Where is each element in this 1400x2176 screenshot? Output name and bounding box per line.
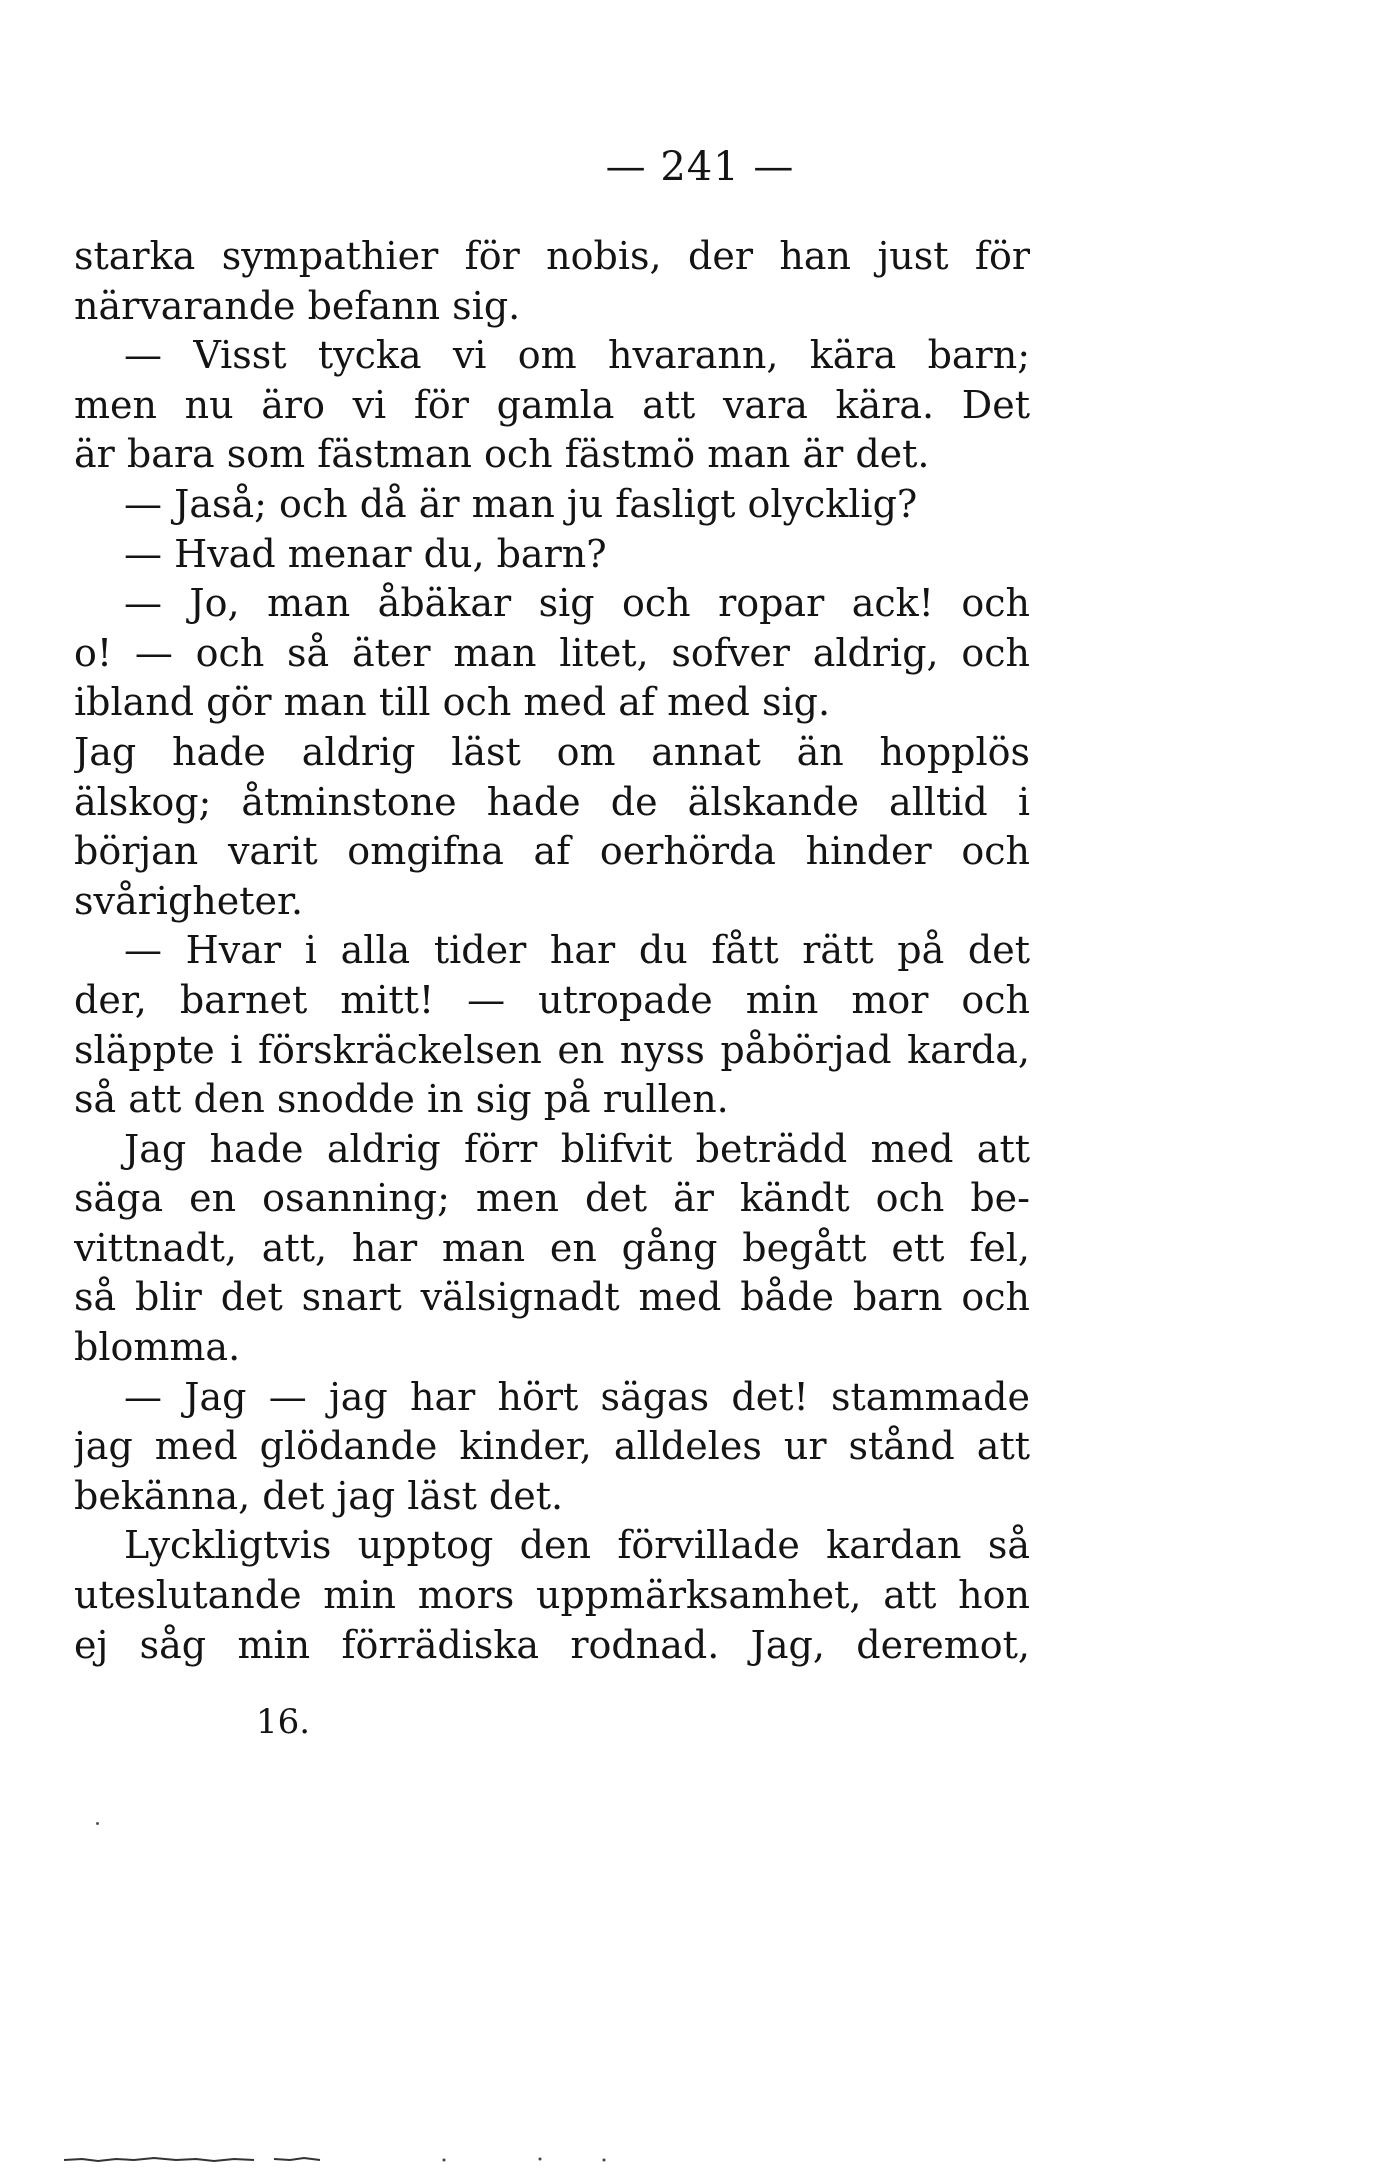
print-speck (96, 1822, 99, 1825)
text-line: så blir det snart välsignadt med både barn och (74, 1275, 1030, 1320)
text-line: släppte i förskräckelsen en nyss påbörjad karda, (74, 1027, 1030, 1072)
text-line: ej såg min förrädiska rodnad. Jag, deremot, (74, 1622, 1030, 1667)
text-line: men nu äro vi för gamla att vara kära. Det (74, 382, 1030, 427)
text-line: jag med glödande kinder, alldeles ur stånd att (74, 1424, 1030, 1469)
text-line: så att den snodde in sig på rullen. (74, 1077, 729, 1122)
text-line: älskog; åtminstone hade de älskande alltid i (74, 779, 1030, 824)
text-line: början varit omgifna af oerhörda hinder och (74, 829, 1030, 874)
text-line: — Hvar i alla tider har du fått rätt på det (124, 928, 1030, 973)
text-line: Jag hade aldrig läst om annat än hopplös (74, 729, 1030, 774)
text-line: ibland gör man till och med af med sig. (74, 680, 831, 725)
text-line: är bara som fästman och fästmö man är det. (74, 432, 930, 477)
text-line: — Jo, man åbäkar sig och ropar ack! och (124, 581, 1030, 626)
text-line: — Jaså; och då är man ju fasligt olycklig? (124, 481, 918, 526)
text-line: o! — och så äter man litet, sofver aldrig, och (74, 630, 1030, 675)
text-line: — Visst tycka vi om hvarann, kära barn; (124, 333, 1030, 378)
text-line: vittnadt, att, har man en gång begått ett fel, (74, 1225, 1030, 1270)
body-text (74, 232, 1030, 1670)
signature-mark: 16. (256, 1702, 311, 1742)
text-line: närvarande befann sig. (74, 283, 521, 328)
text-line: — Hvad menar du, barn? (124, 531, 607, 576)
text-line: starka sympathier för nobis, der han just för (74, 234, 1030, 278)
text-line: bekänna, det jag läst det. (74, 1473, 564, 1518)
text-line: der, barnet mitt! — utropade min mor och (74, 977, 1030, 1022)
bottom-edge-marks (64, 2154, 624, 2164)
page-number-header: — 241 — (605, 144, 795, 190)
text-line: uteslutande min mors uppmärksamhet, att hon (74, 1573, 1030, 1618)
text-line: Lyckligtvis upptog den förvillade kardan så (124, 1523, 1030, 1568)
text-line: säga en osanning; men det är kändt och be- (74, 1176, 1030, 1221)
text-line: blomma. (74, 1325, 241, 1370)
text-line: — Jag — jag har hört sägas det! stammade (124, 1374, 1030, 1419)
text-line: Jag hade aldrig förr blifvit beträdd med att (124, 1126, 1030, 1171)
text-line: svårigheter. (74, 878, 304, 923)
